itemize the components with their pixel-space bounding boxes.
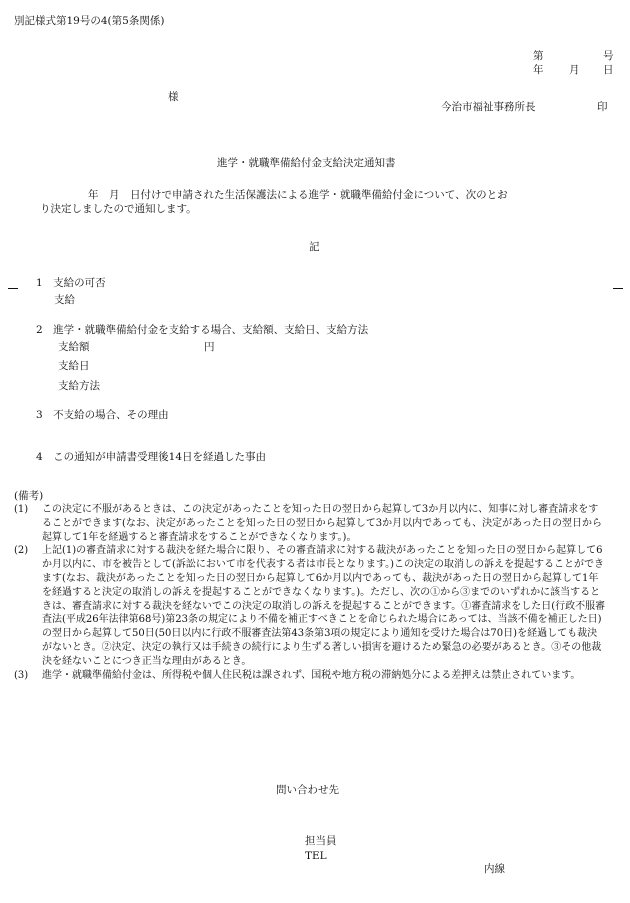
remark-3-text: 進学・就職準備給付金は、所得税や個人住民税は課されず、国税や地方税の滞納処分による差押えは禁止されています。 xyxy=(42,669,581,681)
remarks-heading: (備考) xyxy=(14,490,44,502)
doc-number-label: 第 xyxy=(533,50,544,62)
date-day: 日 xyxy=(603,64,614,76)
remark-1-text: この決定に不服があるときは、この決定があったことを知った日の翌日から起算して3か月以内に、知事に対し審査請求をすることができます(なお、決定があったことを知った日の翌日から起算して3か月以内であっても、決定があった日の翌日から起算して1年を経過すると審査請求をすることができなくなります。)。 xyxy=(42,504,602,543)
doc-number-suffix: 号 xyxy=(603,50,614,62)
remark-2-text: 上記(1)の審査請求に対する裁決を経た場合に限り、その審査請求に対する裁決があったことを知った日の翌日から起算して6か月以内に、市を被告として(訴訟において市を代表する者は市長となります。)この決定の取消しの訴えを提起することができます(なお、裁決があったことを知った日の翌日から起算して6か月以内であっても、裁決があった日の翌日から起算して1年を経過すると決定の取消しの訴えを提起することができなくなります。)。ただし、次の①から③までのいずれかに該当するときは、審査請求に対する裁決を経ないでこの決定の取消しの訴えを提起することができます。①審査請求をした日(行政不服審査法(平成26年法律第68号)第23条の規定により不備を補正すべきことを命じられた場合にあっては、当該不備を補正した日)の翌日から起算して50日(50日以内に行政不服審査法第43条第3項の規定により通知を受けた場合は70日)を経過しても裁決がないとき。②決定、決定の執行又は手続きの続行により生ずる著しい損害を避けるため緊急の必要があるとき。③その他裁決を経ないことにつき正当な理由があるとき。 xyxy=(42,545,606,667)
margin-tick-left xyxy=(8,288,18,289)
date-month: 月 xyxy=(569,64,580,76)
contact-person-label: 担当員 xyxy=(305,835,337,847)
section-2-date-label: 支給日 xyxy=(58,360,90,372)
section-2-method-label: 支給方法 xyxy=(58,380,100,392)
remark-1-number: (1) xyxy=(14,504,29,515)
section-2-title: 2 進学・就職準備給付金を支給する場合、支給額、支給日、支給方法 xyxy=(36,324,369,336)
issuer: 今治市福祉事務所長 xyxy=(441,101,536,113)
remark-3 xyxy=(14,669,606,683)
remarks-body xyxy=(14,503,606,682)
section-1-title: 1 支給の可否 xyxy=(36,277,106,289)
date-year: 年 xyxy=(533,64,544,76)
section-2-yen: 円 xyxy=(204,341,215,353)
seal: 印 xyxy=(597,101,608,113)
contact-tel-label: TEL xyxy=(305,850,327,862)
margin-tick-right xyxy=(613,288,623,289)
recipient-suffix: 様 xyxy=(168,91,179,103)
contact-extension-label: 内線 xyxy=(484,863,505,875)
remark-1 xyxy=(14,503,606,544)
section-1-value: 支給 xyxy=(54,294,75,306)
section-4-title: 4 この通知が申請書受理後14日を経過した事由 xyxy=(36,451,267,463)
ki-heading: 記 xyxy=(309,241,320,253)
remark-3-number: (3) xyxy=(14,669,29,681)
form-id: 別記様式第19号の4(第5条関係) xyxy=(14,15,165,27)
intro-line-2: り決定しましたので通知します。 xyxy=(40,203,197,215)
section-3-title: 3 不支給の場合、その理由 xyxy=(36,409,169,421)
remark-2-number: (2) xyxy=(14,545,29,557)
document-title: 進学・就職準備給付金支給決定通知書 xyxy=(217,157,396,169)
remark-2 xyxy=(14,544,606,668)
contact-heading: 問い合わせ先 xyxy=(276,784,339,796)
intro-line-1: 年 月 日付けで申請された生活保護法による進学・就職準備給付金について、次のとお xyxy=(88,189,508,201)
section-2-amount-label: 支給額 xyxy=(58,341,90,353)
